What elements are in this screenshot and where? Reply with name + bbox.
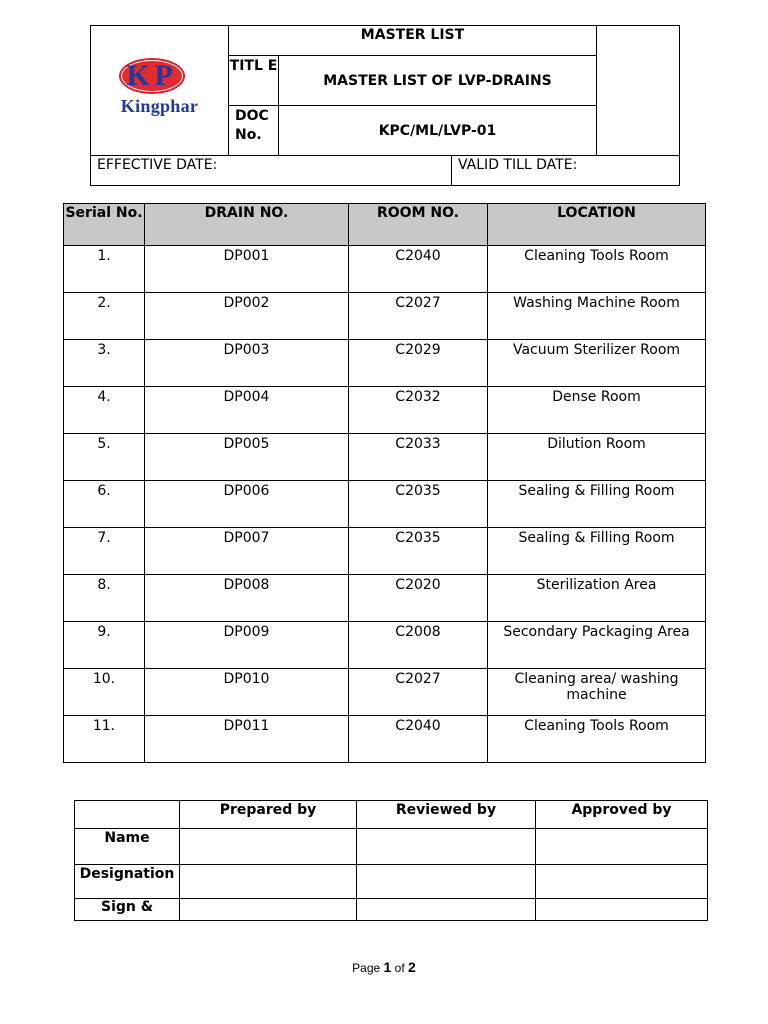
drain-list-table — [63, 203, 706, 763]
serial-cell: 2. — [64, 293, 145, 340]
location-cell: Washing Machine Room — [488, 293, 706, 340]
table-row — [64, 387, 706, 434]
page-word: Page — [352, 961, 381, 975]
master-list-heading: MASTER LIST — [229, 26, 597, 56]
of-word: of — [394, 961, 405, 975]
serial-cell: 4. — [64, 387, 145, 434]
document-title: MASTER LIST OF LVP-DRAINS — [279, 56, 597, 106]
prepared-sign-cell — [180, 899, 357, 921]
location-cell: Dense Room — [488, 387, 706, 434]
location-cell: Vacuum Sterilizer Room — [488, 340, 706, 387]
room-cell: C2029 — [349, 340, 488, 387]
room-cell: C2035 — [349, 528, 488, 575]
location-cell: Cleaning Tools Room — [488, 246, 706, 293]
table-row — [64, 622, 706, 669]
drain-cell: DP009 — [145, 622, 349, 669]
designation-row-label: Designation — [75, 865, 180, 899]
room-cell: C2033 — [349, 434, 488, 481]
logo-cell — [91, 26, 229, 156]
serial-cell: 8. — [64, 575, 145, 622]
approval-corner-cell — [75, 801, 180, 829]
drain-cell: DP004 — [145, 387, 349, 434]
serial-cell: 11. — [64, 716, 145, 763]
drain-cell: DP008 — [145, 575, 349, 622]
table-row — [64, 481, 706, 528]
drain-cell: DP007 — [145, 528, 349, 575]
reviewed-sign-cell — [357, 899, 536, 921]
serial-cell: 6. — [64, 481, 145, 528]
table-row — [64, 528, 706, 575]
logo-initial-k: K — [126, 58, 150, 92]
table-row — [64, 340, 706, 387]
col-header-serial: Serial No. — [64, 204, 145, 246]
room-cell: C2027 — [349, 293, 488, 340]
table-row — [64, 434, 706, 481]
location-cell: Sealing & Filling Room — [488, 528, 706, 575]
reviewed-name-cell — [357, 829, 536, 865]
approved-designation-cell — [536, 865, 708, 899]
header-blank-cell — [597, 26, 680, 156]
room-cell: C2035 — [349, 481, 488, 528]
serial-cell: 10. — [64, 669, 145, 716]
sign-row-label: Sign & — [75, 899, 180, 921]
page-footer — [0, 959, 768, 975]
valid-till-date-field: VALID TILL DATE: — [452, 156, 680, 186]
reviewed-designation-cell — [357, 865, 536, 899]
serial-cell: 5. — [64, 434, 145, 481]
drain-cell: DP002 — [145, 293, 349, 340]
logo-wordmark: Kingphar — [120, 95, 199, 116]
page-current: 1 — [383, 959, 392, 975]
room-cell: C2040 — [349, 246, 488, 293]
prepared-by-header: Prepared by — [180, 801, 357, 829]
location-cell: Dilution Room — [488, 434, 706, 481]
drain-cell: DP001 — [145, 246, 349, 293]
location-cell: Cleaning Tools Room — [488, 716, 706, 763]
table-row — [64, 669, 706, 716]
room-cell: C2020 — [349, 575, 488, 622]
room-cell: C2008 — [349, 622, 488, 669]
approved-sign-cell — [536, 899, 708, 921]
serial-cell: 7. — [64, 528, 145, 575]
logo-initial-p: P — [154, 58, 173, 92]
serial-cell: 1. — [64, 246, 145, 293]
room-cell: C2032 — [349, 387, 488, 434]
approval-table — [74, 800, 708, 921]
table-row — [64, 716, 706, 763]
page-total: 2 — [408, 959, 416, 975]
document-header — [90, 25, 680, 186]
approved-name-cell — [536, 829, 708, 865]
room-cell: C2040 — [349, 716, 488, 763]
drain-cell: DP006 — [145, 481, 349, 528]
prepared-designation-cell — [180, 865, 357, 899]
title-label: TITL E — [229, 56, 279, 106]
serial-cell: 9. — [64, 622, 145, 669]
col-header-room-no: ROOM NO. — [349, 204, 488, 246]
drain-cell: DP010 — [145, 669, 349, 716]
table-row — [64, 293, 706, 340]
drain-cell: DP005 — [145, 434, 349, 481]
room-cell: C2027 — [349, 669, 488, 716]
doc-number-label: DOC No. — [229, 106, 279, 156]
location-cell: Sterilization Area — [488, 575, 706, 622]
location-cell: Secondary Packaging Area — [488, 622, 706, 669]
kingphar-logo — [105, 56, 215, 126]
col-header-drain-no: DRAIN NO. — [145, 204, 349, 246]
location-cell: Cleaning area/ washing machine — [488, 669, 706, 716]
table-header-row — [64, 204, 706, 246]
name-row-label: Name — [75, 829, 180, 865]
table-row — [64, 575, 706, 622]
approved-by-header: Approved by — [536, 801, 708, 829]
serial-cell: 3. — [64, 340, 145, 387]
prepared-name-cell — [180, 829, 357, 865]
effective-date-field: EFFECTIVE DATE: — [91, 156, 452, 186]
doc-number-value: KPC/ML/LVP-01 — [279, 106, 597, 156]
drain-cell: DP011 — [145, 716, 349, 763]
table-row — [64, 246, 706, 293]
reviewed-by-header: Reviewed by — [357, 801, 536, 829]
location-cell: Sealing & Filling Room — [488, 481, 706, 528]
drain-cell: DP003 — [145, 340, 349, 387]
col-header-location: LOCATION — [488, 204, 706, 246]
